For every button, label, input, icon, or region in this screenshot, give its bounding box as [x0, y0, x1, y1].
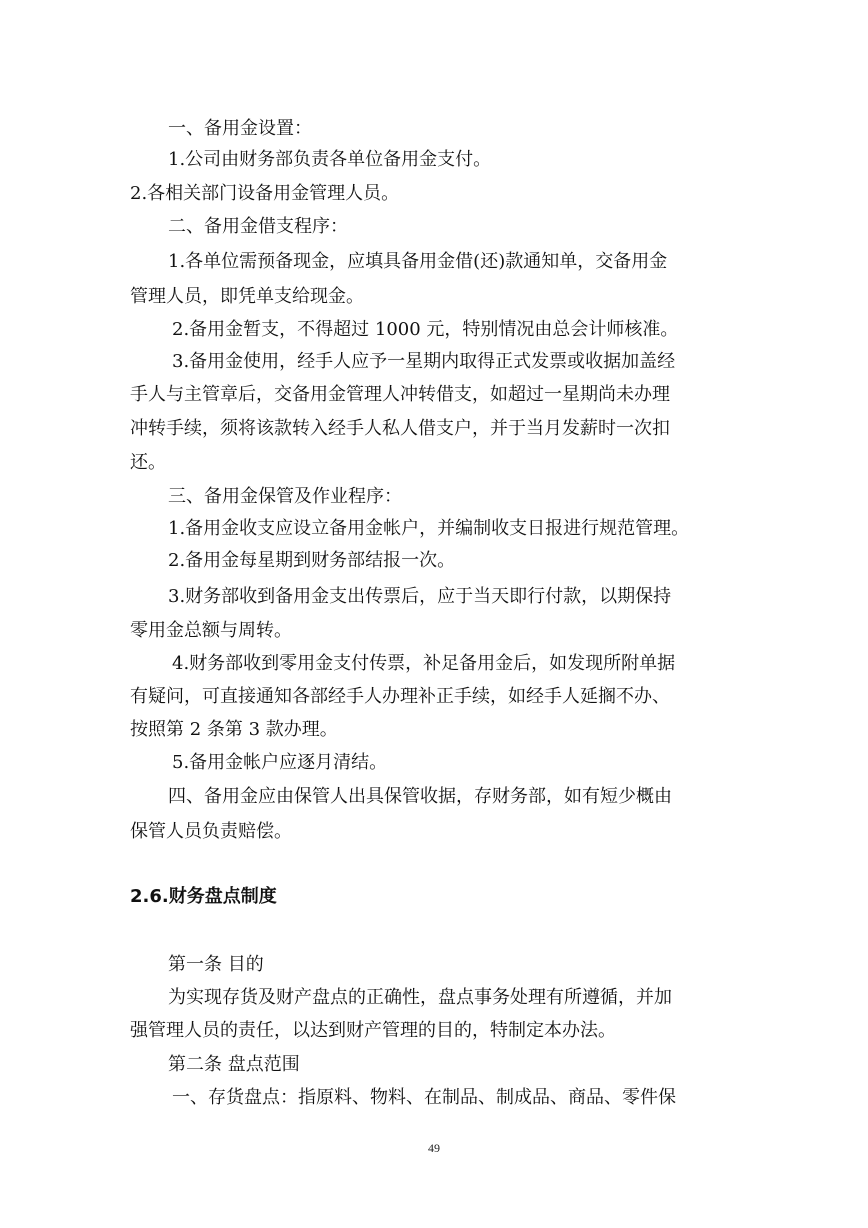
paragraph-line: 二、备用金借支程序：: [168, 216, 348, 237]
paragraph-line: 还。: [130, 452, 166, 473]
article-title: 第一条 目的: [168, 954, 264, 975]
paragraph-line: 2.备用金每星期到财务部结报一次。: [168, 550, 456, 571]
paragraph-line: 1.备用金收支应设立备用金帐户，并编制收支日报进行规范管理。: [168, 518, 690, 539]
paragraph-line: 保管人员负责赔偿。: [130, 821, 292, 842]
paragraph-line: 强管理人员的责任，以达到财产管理的目的，特制定本办法。: [130, 1020, 616, 1041]
paragraph-line: 4.财务部收到零用金支付传票，补足备用金后，如发现所附单据: [172, 653, 676, 674]
paragraph-line: 按照第 2 条第 3 款办理。: [130, 719, 338, 740]
paragraph-line: 3.财务部收到备用金支出传票后，应于当天即行付款，以期保持: [168, 586, 672, 607]
article-title: 第二条 盘点范围: [168, 1054, 300, 1075]
paragraph-line: 1.公司由财务部负责各单位备用金支付。: [168, 149, 492, 170]
page-number: 49: [428, 1141, 440, 1155]
paragraph-line: 为实现存货及财产盘点的正确性，盘点事务处理有所遵循，并加: [168, 987, 672, 1008]
paragraph-line: 一、备用金设置：: [168, 118, 312, 139]
paragraph-line: 2.备用金暂支，不得超过 1000 元，特别情况由总会计师核准。: [172, 319, 679, 340]
paragraph-line: 5.备用金帐户应逐月清结。: [172, 752, 388, 773]
paragraph-line: 四、备用金应由保管人出具保管收据，存财务部，如有短少概由: [168, 786, 672, 807]
section-heading: 2.6.财务盘点制度: [130, 886, 277, 907]
paragraph-line: 三、备用金保管及作业程序：: [168, 486, 402, 507]
paragraph-line: 1.各单位需预备现金，应填具备用金借(还)款通知单，交备用金: [168, 251, 668, 272]
paragraph-line: 3.备用金使用，经手人应予一星期内取得正式发票或收据加盖经: [172, 351, 676, 372]
paragraph-line: 2.各相关部门设备用金管理人员。: [130, 183, 400, 204]
paragraph-line: 管理人员，即凭单支给现金。: [130, 286, 364, 307]
paragraph-line: 冲转手续，须将该款转入经手人私人借支户，并于当月发薪时一次扣: [130, 418, 670, 439]
paragraph-line: 一、存货盘点：指原料、物料、在制品、制成品、商品、零件保: [172, 1087, 676, 1108]
paragraph-line: 有疑问，可直接通知各部经手人办理补正手续，如经手人延搁不办、: [130, 686, 670, 707]
paragraph-line: 手人与主管章后，交备用金管理人冲转借支，如超过一星期尚未办理: [130, 384, 670, 405]
paragraph-line: 零用金总额与周转。: [130, 620, 292, 641]
